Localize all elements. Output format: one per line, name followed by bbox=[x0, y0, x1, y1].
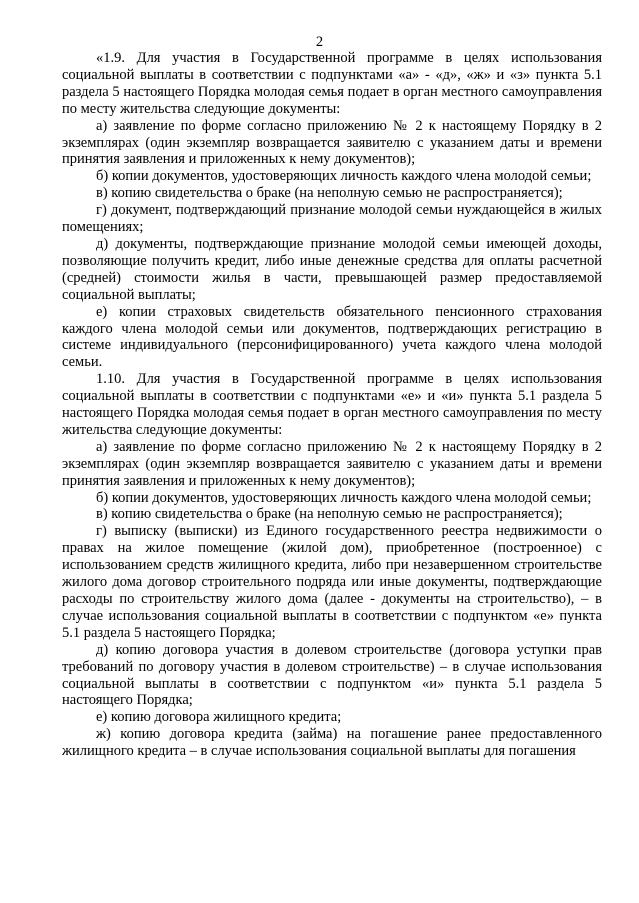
paragraph-1-10-a: а) заявление по форме согласно приложению № 2 к настоящему Порядку в 2 экземплярах (один экземпляр возвращается заявителю с указанием даты и времени принятия заявления и приложенных к нему документов); bbox=[62, 438, 602, 489]
paragraph-1-9-d: д) документы, подтверждающие признание молодой семьи имеющей доходы, позволяющие получить кредит, либо иные денежные средства для оплаты расчетной (средней) стоимости жилья в части, превышающей размер предоставляемой социальной выплаты; bbox=[62, 235, 602, 303]
paragraph-1-9-a: а) заявление по форме согласно приложению № 2 к настоящему Порядку в 2 экземплярах (один экземпляр возвращается заявителю с указанием даты и времени принятия заявления и приложенных к нему документов); bbox=[62, 117, 602, 168]
paragraph-1-9-g: г) документ, подтверждающий признание молодой семьи нуждающейся в жилых помещениях; bbox=[62, 202, 602, 236]
document-body bbox=[62, 50, 602, 760]
paragraph-1-10-d: д) копию договора участия в долевом строительстве (договора уступки прав требований по договору участия в долевом строительстве) – в случае использования социальной выплаты в соответствии с подпунктом «и» пункта 5.1 раздела 5 настоящего Порядка; bbox=[62, 641, 602, 709]
page-number: 2 bbox=[315, 34, 324, 50]
paragraph-1-9-b: б) копии документов, удостоверяющих личность каждого члена молодой семьи; bbox=[96, 168, 592, 185]
paragraph-1-10-v: в) копию свидетельства о браке (на неполную семью не распространяется); bbox=[96, 506, 563, 523]
paragraph-1-9-intro: «1.9. Для участия в Государственной программе в целях использования социальной выплаты в соответствии с подпунктами «а» - «д», «ж» и «з» пункта 5.1 раздела 5 настоящего Порядка молодая семья подает в орган местного самоуправления по месту жительства следующие документы: bbox=[62, 50, 602, 117]
paragraph-1-10-intro: 1.10. Для участия в Государственной программе в целях использования социальной выплаты в соответствии с подпунктами «е» и «и» пункта 5.1 раздела 5 настоящего Порядка молодая семья подает в орган местного самоуправления по месту жительства следующие документы: bbox=[62, 371, 602, 438]
paragraph-1-10-b: б) копии документов, удостоверяющих личность каждого члена молодой семьи; bbox=[96, 489, 592, 506]
paragraph-1-10-e: е) копию договора жилищного кредита; bbox=[96, 709, 342, 726]
paragraph-1-9-v: в) копию свидетельства о браке (на неполную семью не распространяется); bbox=[96, 185, 563, 202]
paragraph-1-10-g: г) выписку (выписки) из Единого государственного реестра недвижимости о правах на жилое помещение (жилой дом), приобретенное (построенное) с использованием средств жилищного кредита, либо при незавершенном строительстве жилого дома договор строительного подряда или иные документы, подтверждающие расходы по строительству жилого дома (далее - документы на строительство), – в случае использования социальной выплаты в соответствии с подпунктом «е» пункта 5.1 раздела 5 настоящего Порядка; bbox=[62, 523, 602, 641]
paragraph-1-10-zh: ж) копию договора кредита (займа) на погашение ранее предоставленного жилищного кредита – в случае использования социальной выплаты для погашения bbox=[62, 726, 602, 760]
paragraph-1-9-e: е) копии страховых свидетельств обязательного пенсионного страхования каждого члена молодой семьи или документов, подтверждающих регистрацию в системе индивидуального (персонифицированного) учета каждого члена молодой семьи. bbox=[62, 303, 602, 371]
